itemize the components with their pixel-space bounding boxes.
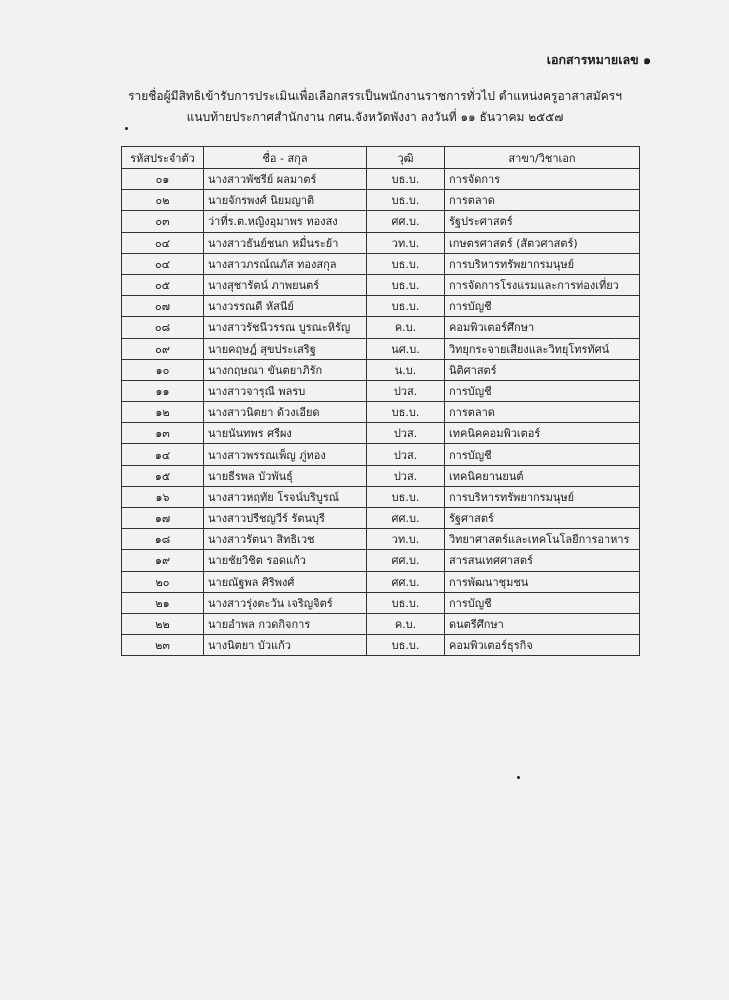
cell-degree: บธ.บ. (367, 169, 445, 190)
cell-major: วิทยุกระจายเสียงและวิทยุโทรทัศน์ (445, 338, 640, 359)
table-row (122, 613, 640, 634)
cell-degree: ปวส. (367, 465, 445, 486)
cell-name: นายชัยวิชิต รอดแก้ว (204, 550, 367, 571)
cell-code: ๑๘ (122, 529, 204, 550)
heading-line-2: แนบท้ายประกาศสำนักงาน กศน.จังหวัดพังงา ลงวันที่ ๑๑ ธันวาคม ๒๕๕๗ (186, 110, 564, 124)
cell-major: การพัฒนาชุมชน (445, 571, 640, 592)
cell-code: ๐๕ (122, 274, 204, 295)
cell-degree: ค.บ. (367, 613, 445, 634)
table-row (122, 529, 640, 550)
cell-degree: ปวส. (367, 380, 445, 401)
cell-code: ๑๑ (122, 380, 204, 401)
cell-code: ๑๐ (122, 359, 204, 380)
cell-name: นายธีรพล บัวพันธุ์ (204, 465, 367, 486)
cell-code: ๐๑ (122, 169, 204, 190)
cell-major: เทคนิคคอมพิวเตอร์ (445, 423, 640, 444)
cell-major: รัฐศาสตร์ (445, 508, 640, 529)
cell-name: นางสาวรัตนา สิทธิเวช (204, 529, 367, 550)
cell-degree: บธ.บ. (367, 253, 445, 274)
cell-degree: บธ.บ. (367, 592, 445, 613)
table-row (122, 190, 640, 211)
table-row (122, 508, 640, 529)
cell-degree: บธ.บ. (367, 402, 445, 423)
cell-major: การบัญชี (445, 380, 640, 401)
cell-major: คอมพิวเตอร์ธุรกิจ (445, 635, 640, 656)
table-row (122, 169, 640, 190)
cell-name: นางกฤษณา ขันตยาภิรัก (204, 359, 367, 380)
cell-code: ๑๒ (122, 402, 204, 423)
cell-code: ๐๔ (122, 232, 204, 253)
cell-name: นายอำพล กวดกิจการ (204, 613, 367, 634)
cell-code: ๐๔ (122, 253, 204, 274)
cell-name: นางสุชารัตน์ ภาพยนตร์ (204, 274, 367, 295)
cell-code: ๐๒ (122, 190, 204, 211)
cell-degree: บธ.บ. (367, 486, 445, 507)
table-row (122, 211, 640, 232)
cell-name: นางสาวรัชนีวรรณ บูรณะหิรัญ (204, 317, 367, 338)
cell-code: ๑๕ (122, 465, 204, 486)
candidate-table (121, 146, 640, 656)
table-header-row (122, 147, 640, 169)
table-row (122, 232, 640, 253)
cell-code: ๐๘ (122, 317, 204, 338)
cell-major: ดนตรีศึกษา (445, 613, 640, 634)
table-row (122, 253, 640, 274)
cell-degree: ปวส. (367, 423, 445, 444)
cell-major: นิติศาสตร์ (445, 359, 640, 380)
cell-major: การตลาด (445, 190, 640, 211)
cell-name: นายจักรพงศ์ นิยมญาติ (204, 190, 367, 211)
cell-code: ๒๒ (122, 613, 204, 634)
cell-code: ๒๐ (122, 571, 204, 592)
cell-degree: บธ.บ. (367, 635, 445, 656)
cell-code: ๑๙ (122, 550, 204, 571)
cell-name: นายคฤษฎ์ สุขประเสริฐ (204, 338, 367, 359)
table-row (122, 486, 640, 507)
cell-major: การจัดการ (445, 169, 640, 190)
table-row (122, 359, 640, 380)
cell-degree: ค.บ. (367, 317, 445, 338)
header-code: รหัสประจำตัว (122, 147, 204, 169)
table-row (122, 380, 640, 401)
table-row (122, 635, 640, 656)
cell-name: นายณัฐพล ศิริพงศ์ (204, 571, 367, 592)
cell-major: การตลาด (445, 402, 640, 423)
cell-code: ๒๓ (122, 635, 204, 656)
table-row (122, 550, 640, 571)
cell-code: ๐๗ (122, 296, 204, 317)
table-row (122, 296, 640, 317)
table-row (122, 465, 640, 486)
cell-major: รัฐประศาสตร์ (445, 211, 640, 232)
scan-speck (517, 776, 520, 779)
cell-major: เทคนิคยานยนต์ (445, 465, 640, 486)
table-row (122, 592, 640, 613)
cell-degree: บธ.บ. (367, 296, 445, 317)
cell-major: การบริหารทรัพยากรมนุษย์ (445, 253, 640, 274)
cell-degree: ศศ.บ. (367, 550, 445, 571)
cell-name: นางวรรณดี หัสนีย์ (204, 296, 367, 317)
cell-code: ๒๑ (122, 592, 204, 613)
cell-name: นางสาวนิตยา ด้วงเอียด (204, 402, 367, 423)
scan-speck (125, 127, 128, 130)
cell-code: ๑๗ (122, 508, 204, 529)
cell-major: เกษตรศาสตร์ (สัตวศาสตร์) (445, 232, 640, 253)
table-row (122, 444, 640, 465)
cell-name: นางสาวรุ่งตะวัน เจริญจิตร์ (204, 592, 367, 613)
table-row (122, 402, 640, 423)
table-body (122, 169, 640, 656)
cell-name: นางสาวพรรณเพ็ญ ภู่ทอง (204, 444, 367, 465)
cell-degree: ศศ.บ. (367, 508, 445, 529)
cell-name: นางสาวปรีชญวีร์ รัตนบุรี (204, 508, 367, 529)
cell-code: ๐๙ (122, 338, 204, 359)
cell-degree: วท.บ. (367, 529, 445, 550)
cell-major: การบัญชี (445, 592, 640, 613)
cell-name: ว่าที่ร.ต.หญิงอุมาพร ทองสง (204, 211, 367, 232)
cell-name: นางสาวภรณ์ณภัส ทองสกุล (204, 253, 367, 274)
cell-major: การบริหารทรัพยากรมนุษย์ (445, 486, 640, 507)
header-name: ชื่อ - สกุล (204, 147, 367, 169)
cell-major: คอมพิวเตอร์ศึกษา (445, 317, 640, 338)
cell-code: ๑๖ (122, 486, 204, 507)
cell-name: นางสาวจารุณี พลรบ (204, 380, 367, 401)
cell-major: การบัญชี (445, 296, 640, 317)
cell-name: นายนันทพร ศรีผง (204, 423, 367, 444)
document-number: เอกสารหมายเลข ๑ (546, 52, 651, 67)
cell-name: นางสาวธันย์ชนก หมื่นระย้า (204, 232, 367, 253)
cell-name: นางสาวหฤทัย โรจน์บริบูรณ์ (204, 486, 367, 507)
cell-code: ๑๓ (122, 423, 204, 444)
cell-major: การจัดการโรงแรมและการท่องเที่ยว (445, 274, 640, 295)
cell-code: ๐๓ (122, 211, 204, 232)
cell-major: วิทยาศาสตร์และเทคโนโลยีการอาหาร (445, 529, 640, 550)
document-heading (90, 86, 660, 128)
cell-degree: บธ.บ. (367, 274, 445, 295)
header-major: สาขา/วิชาเอก (445, 147, 640, 169)
cell-degree: ปวส. (367, 444, 445, 465)
cell-degree: น.บ. (367, 359, 445, 380)
cell-name: นางนิตยา บัวแก้ว (204, 635, 367, 656)
heading-line-1: รายชื่อผู้มีสิทธิเข้ารับการประเมินเพื่อเลือกสรรเป็นพนักงานราชการทั่วไป ตำแหน่งครูอาสาสมัครฯ (128, 89, 622, 103)
cell-degree: ศศ.บ. (367, 211, 445, 232)
cell-major: การบัญชี (445, 444, 640, 465)
table-row (122, 274, 640, 295)
cell-degree: บธ.บ. (367, 190, 445, 211)
cell-degree: นศ.บ. (367, 338, 445, 359)
header-degree: วุฒิ (367, 147, 445, 169)
cell-degree: ศศ.บ. (367, 571, 445, 592)
cell-code: ๑๔ (122, 444, 204, 465)
cell-major: สารสนเทศศาสตร์ (445, 550, 640, 571)
table-row (122, 571, 640, 592)
cell-degree: วท.บ. (367, 232, 445, 253)
table-row (122, 338, 640, 359)
table-row (122, 317, 640, 338)
table-row (122, 423, 640, 444)
cell-name: นางสาวพัชรีย์ ผลมาตร์ (204, 169, 367, 190)
